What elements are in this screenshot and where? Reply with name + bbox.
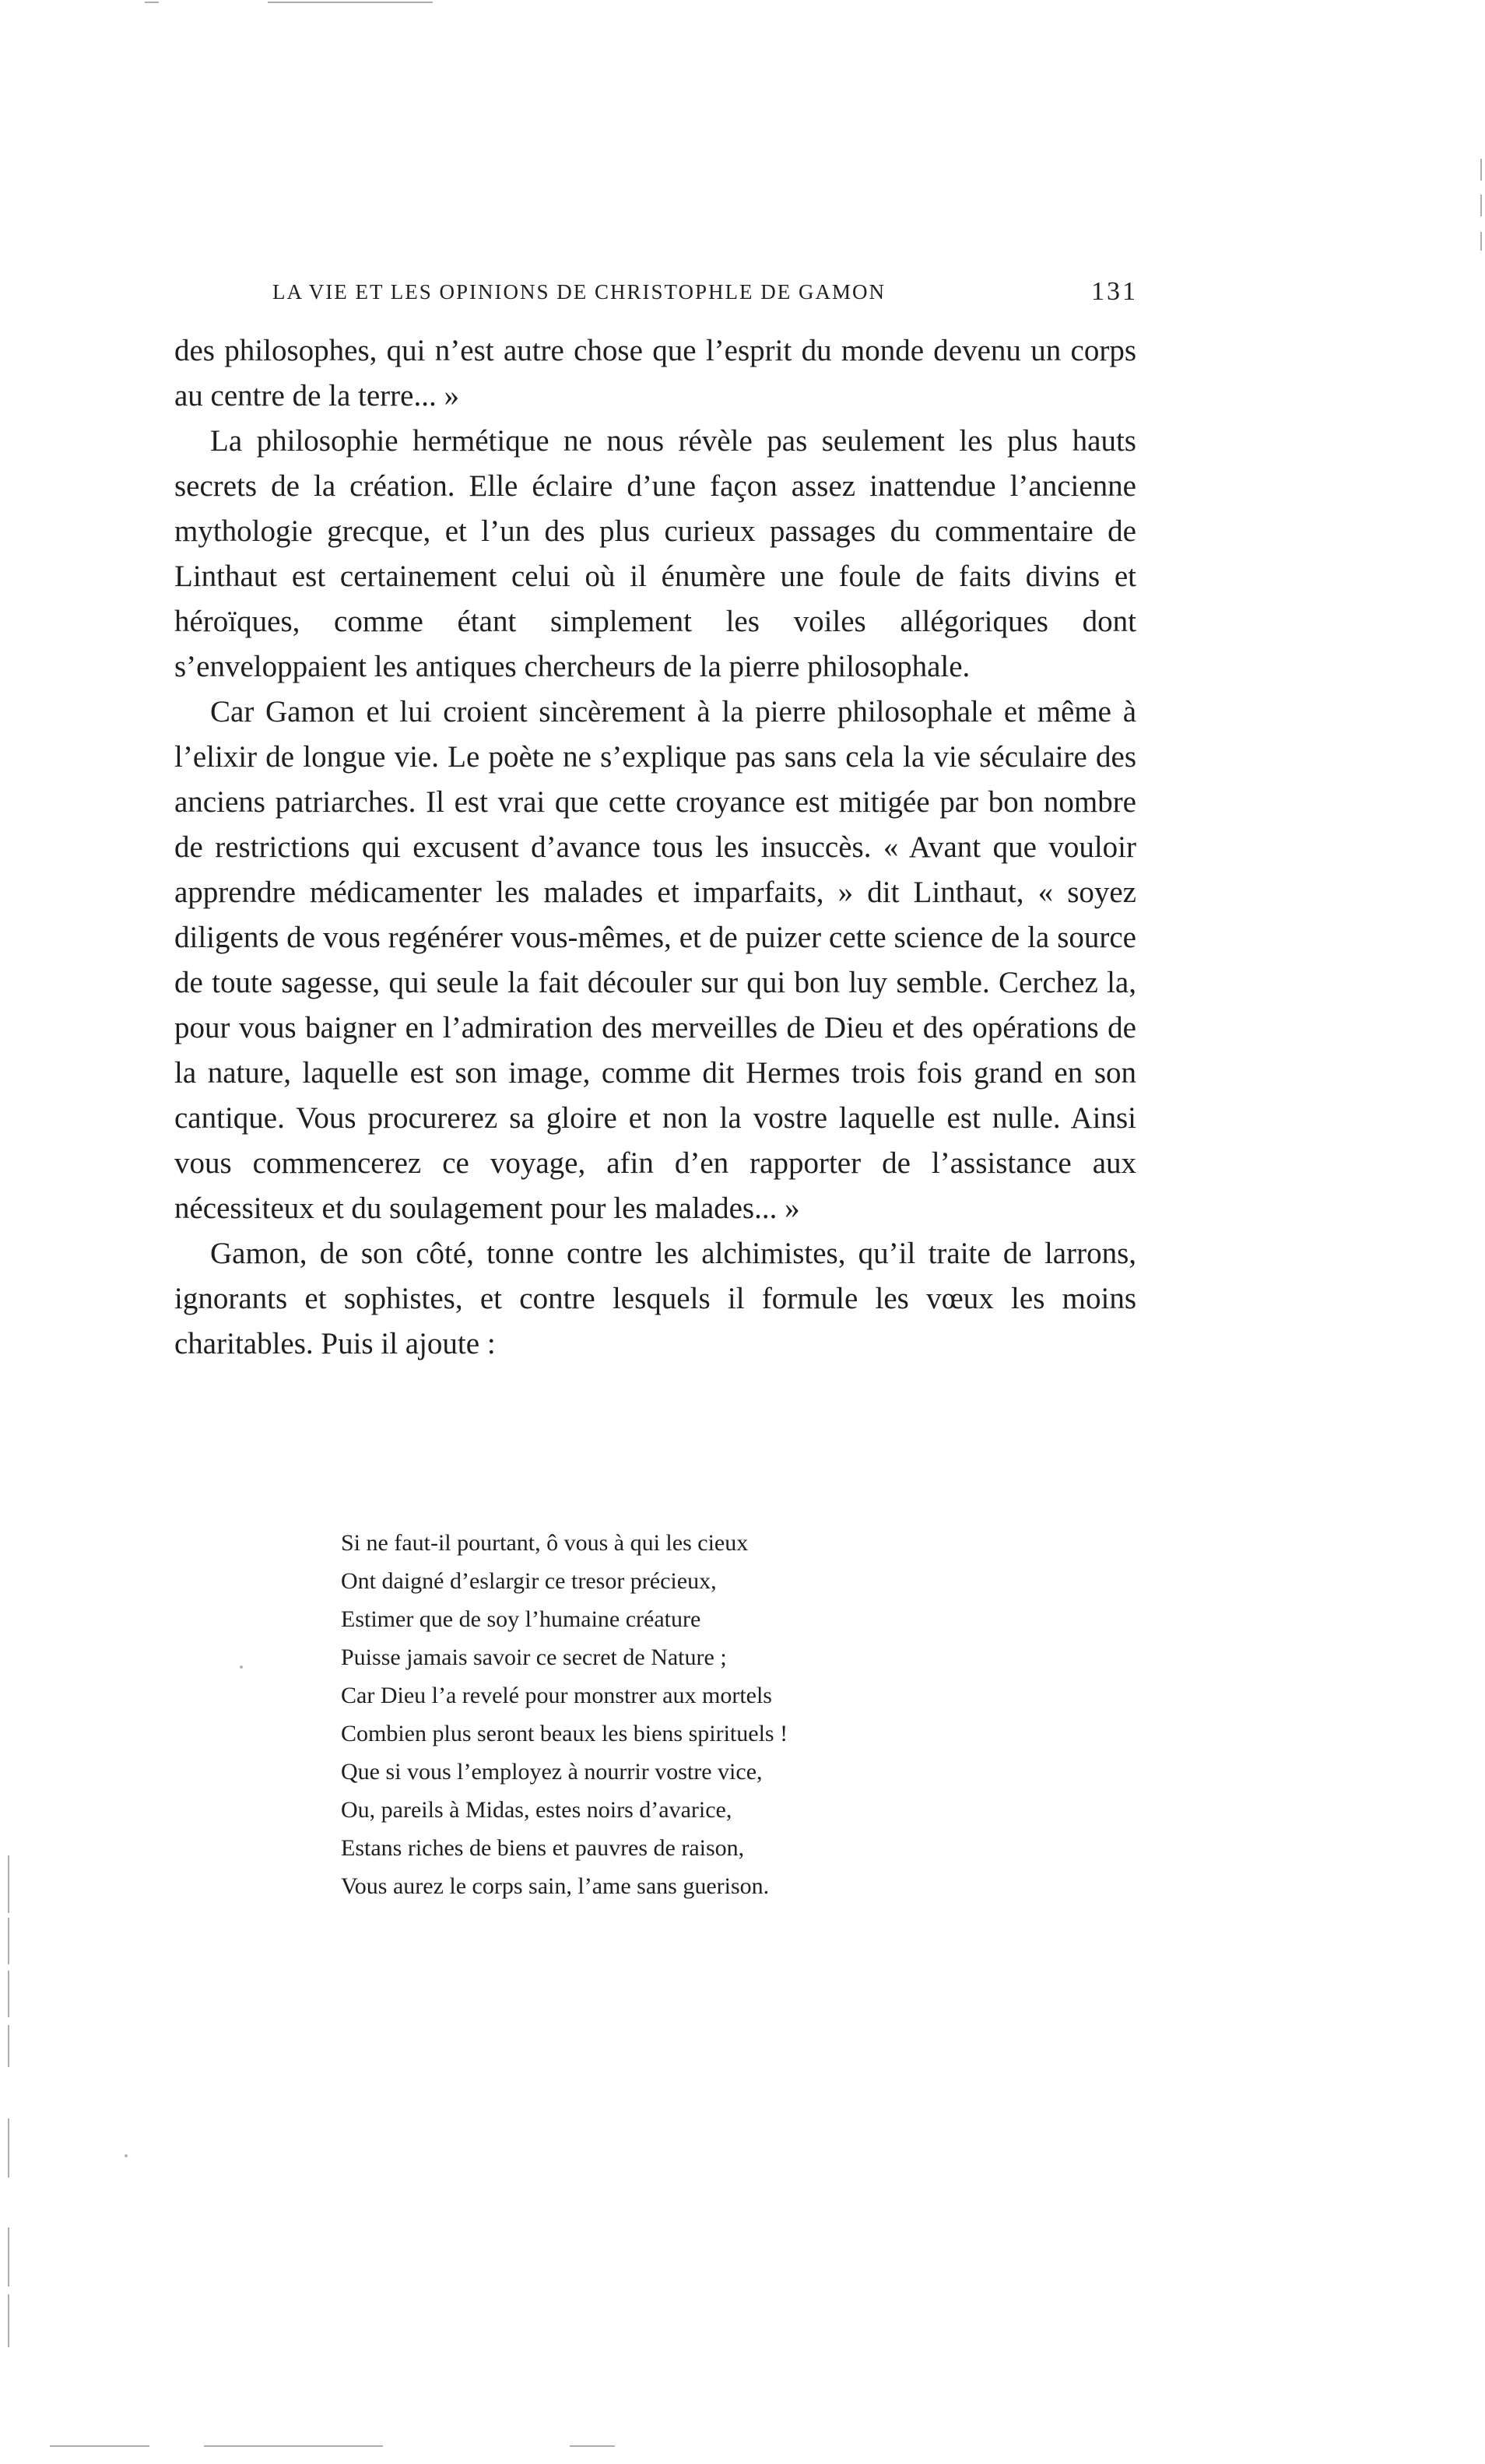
verse-line: Ont daigné d’eslargir ce tresor précieux, [341, 1568, 717, 1594]
paragraph: La philosophie hermétique ne nous révèle pas seulement les plus hauts secrets de la création. Elle éclaire d’une façon assez inattendue l’ancienne mythologie grecque, et l’un des plus curieux passages du commentaire de Linthaut est certainement celui où il énumère une foule de faits divins et héroïques, comme étant simplement les voiles allégoriques dont s’enveloppaient les antiques chercheurs de la pierre philosophale. [174, 424, 1136, 683]
body-text [174, 328, 1136, 1367]
verse-line: Estimer que de soy l’humaine créature [341, 1606, 701, 1632]
verse-quotation [341, 1524, 964, 1905]
scan-mark-top-left [145, 2, 159, 3]
scan-margin-line [8, 2227, 9, 2287]
scan-mark-bottom-center [204, 2445, 383, 2447]
verse-line: Car Dieu l’a revelé pour monstrer aux mortels [341, 1683, 772, 1708]
paragraph: Car Gamon et lui croient sincèrement à la pierre philosophale et même à l’elixir de longue vie. Le poète ne s’explique pas sans cela la vie séculaire des anciens patriarches. Il est vrai que cette croyance est mitigée par bon nombre de restrictions qui excusent d’avance tous les insuccès. « Avant que vouloir apprendre médicamenter les malades et imparfaits, » dit Linthaut, « soyez diligents de vous regénérer vous-mêmes, et de puizer cette science de la source de toute sagesse, qui seule la fait découler sur qui bon luy semble. Cerchez la, pour vous baigner en l’admiration des merveilles de Dieu et des opérations de la nature, laquelle est son image, comme dit Hermes trois fois grand en son cantique. Vous procurerez sa gloire et non la vostre laquelle est nulle. Ainsi vous commencerez ce voyage, afin d’en rapporter de l’assistance aux nécessiteux et du soulagement pour les malades... » [174, 695, 1136, 1225]
scan-mark-top-center [268, 2, 433, 3]
paragraph: Gamon, de son côté, tonne contre les alchimistes, qu’il traite de larrons, ignorants et sophistes, et contre lesquels il formule les vœux les moins charitables. Puis il ajoute : [174, 1237, 1136, 1360]
verse-line: Ou, pareils à Midas, estes noirs d’avarice, [341, 1797, 732, 1823]
scan-margin-line [8, 1918, 9, 1964]
page-number: 131 [1091, 277, 1138, 306]
scan-margin-line [8, 1855, 9, 1913]
paragraph: des philosophes, qui n’est autre chose que l’esprit du monde devenu un corps au centre de la terre... » [174, 334, 1136, 412]
scan-margin-line-right [1480, 232, 1482, 251]
verse-line: Puisse jamais savoir ce secret de Nature ; [341, 1644, 727, 1670]
scan-mark-bottom-left [50, 2445, 149, 2447]
scan-margin-line [8, 1971, 9, 2017]
verse-line: Estans riches de biens et pauvres de raison, [341, 1835, 745, 1861]
verse-line: Vous aurez le corps sain, l’ame sans guerison. [341, 1873, 770, 1899]
scan-margin-line [8, 2025, 9, 2067]
running-header-title: LA VIE ET LES OPINIONS DE CHRISTOPHLE DE GAMON [272, 279, 886, 304]
verse-line: Combien plus seront beaux les biens spirituels ! [341, 1721, 788, 1746]
scan-margin-line [8, 2118, 9, 2178]
scan-margin-line-right [1480, 195, 1482, 216]
scan-margin-line-right [1480, 159, 1482, 181]
running-header [272, 274, 1138, 310]
verse-line: Si ne faut-il pourtant, ô vous à qui les cieux [341, 1530, 749, 1556]
scan-dust-dot [125, 2154, 128, 2157]
scan-dust-dot [240, 1665, 243, 1669]
verse-line: Que si vous l’employez à nourrir vostre vice, [341, 1759, 763, 1785]
scan-margin-line [8, 2294, 9, 2347]
scan-mark-bottom-right [570, 2445, 615, 2447]
